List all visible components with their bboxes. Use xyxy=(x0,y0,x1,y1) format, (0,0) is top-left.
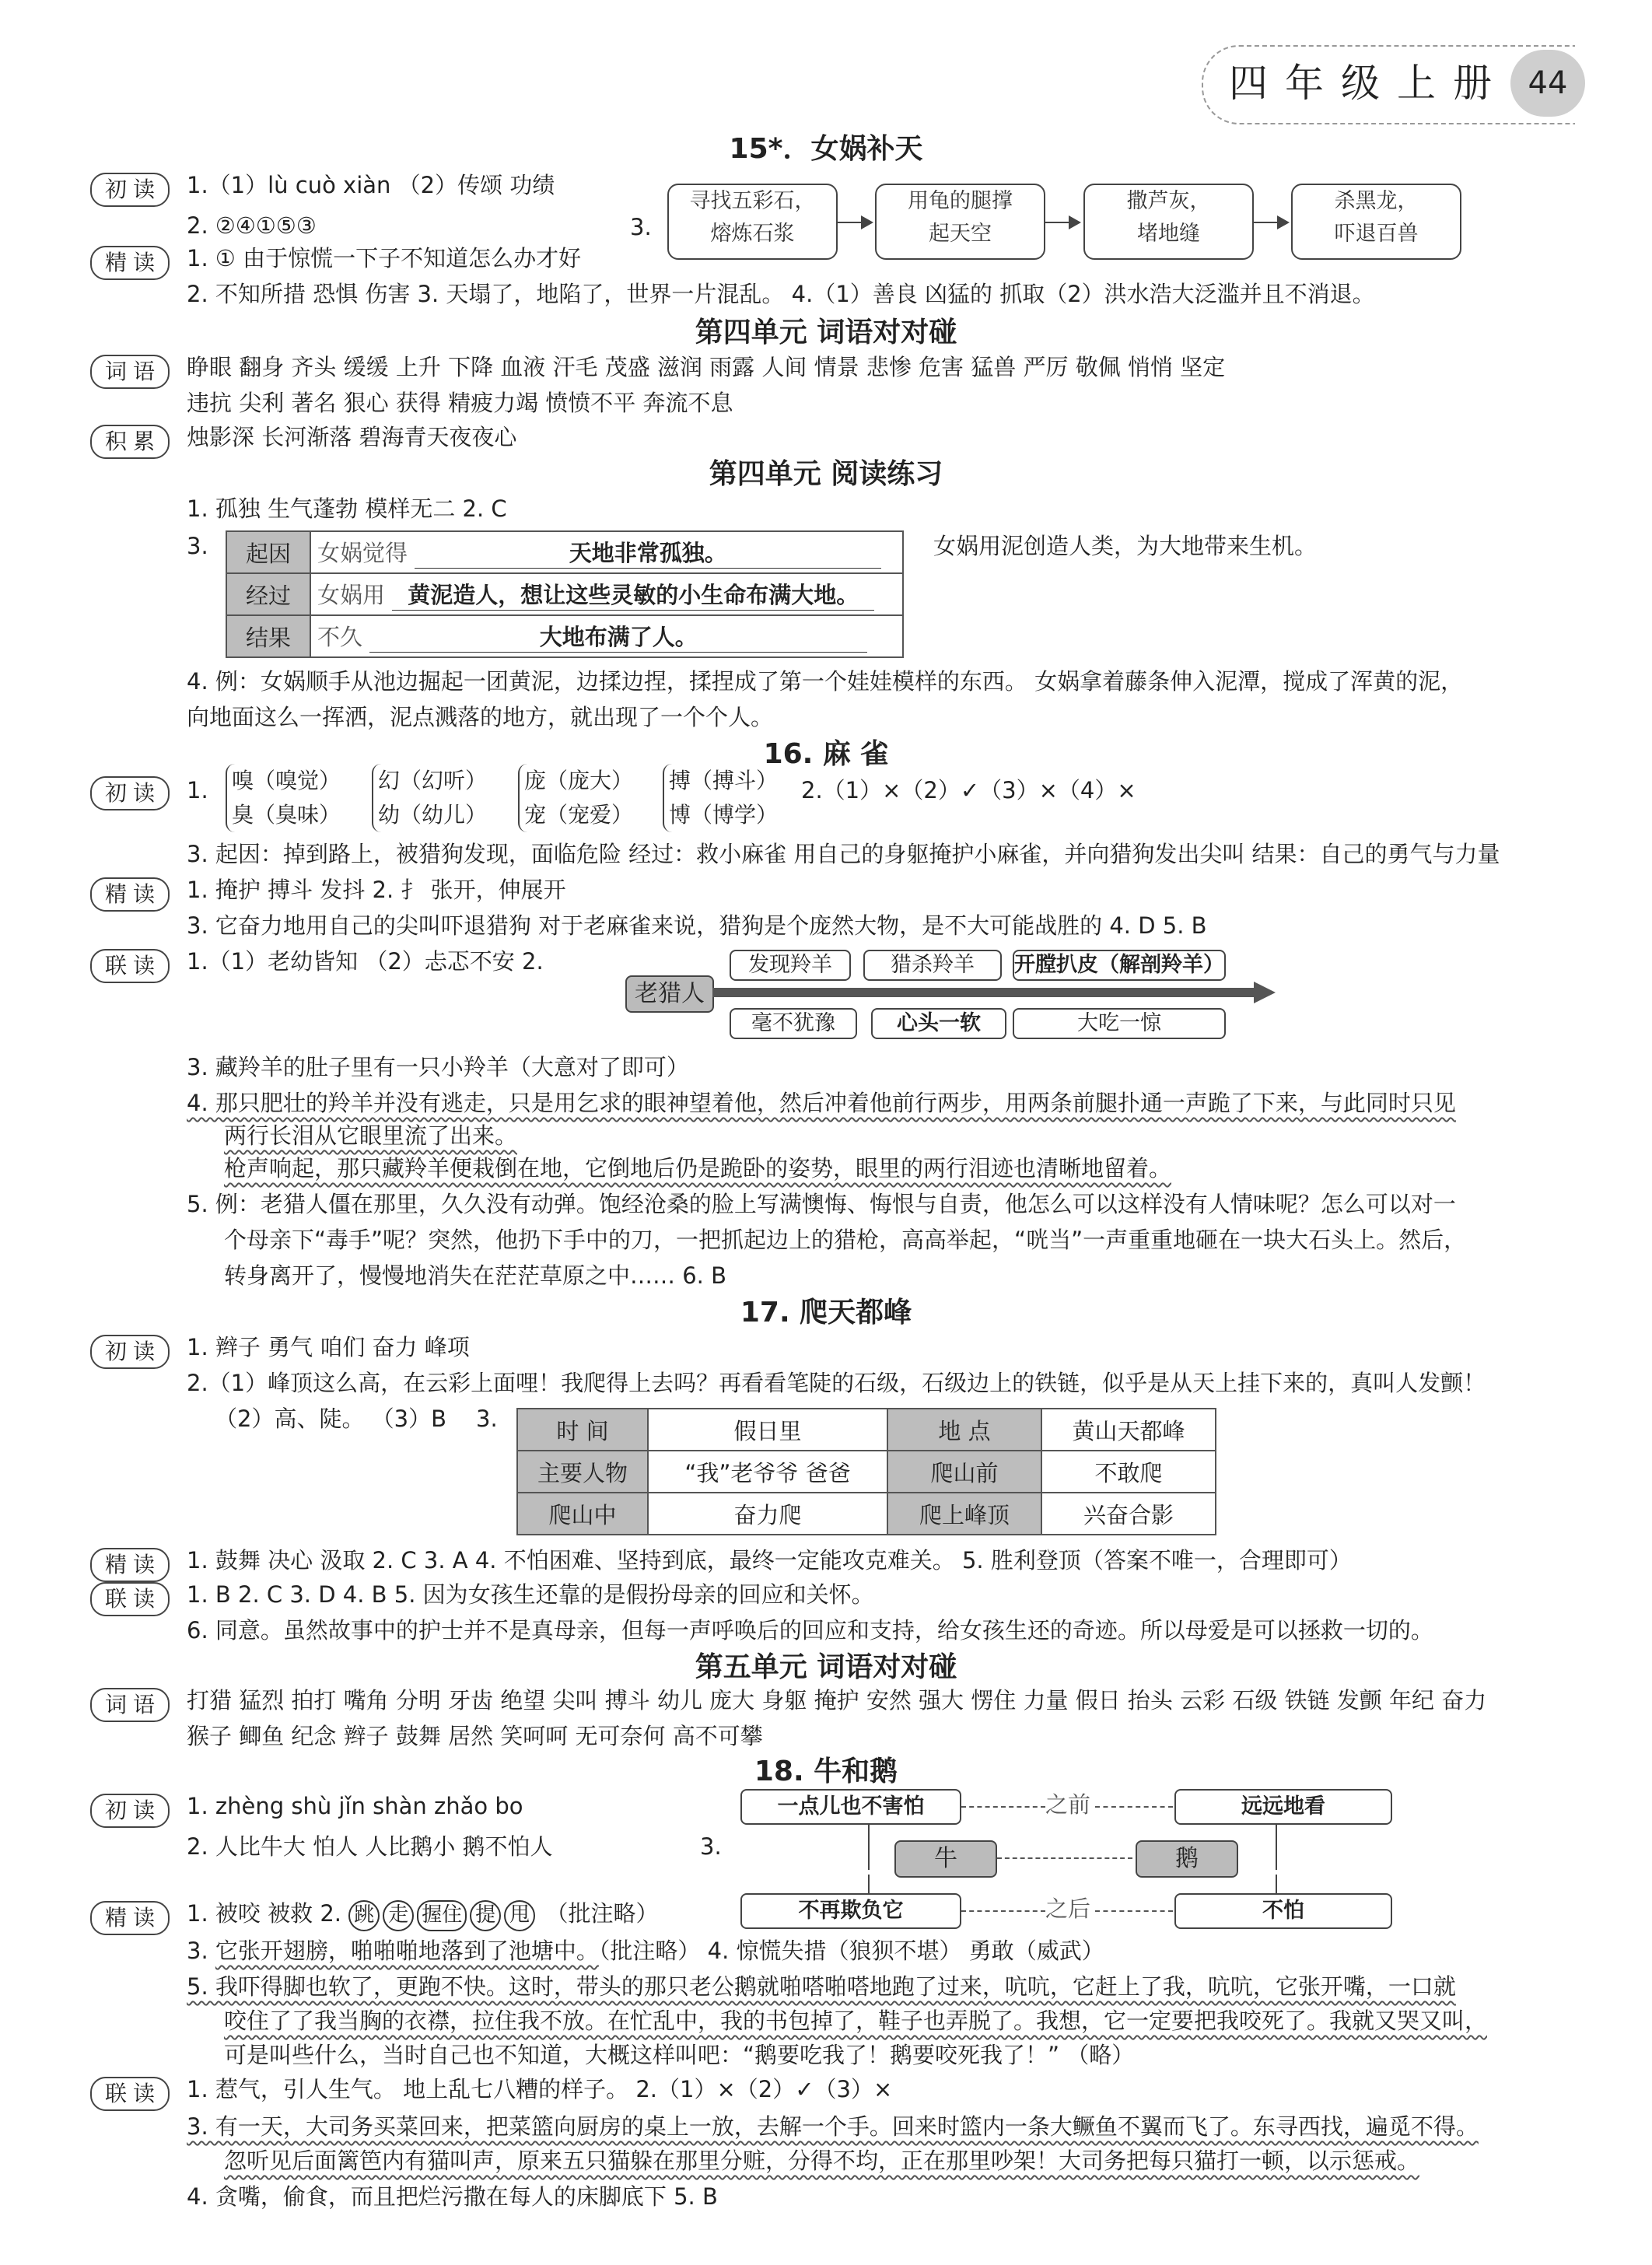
s18-liandu-3a: 3. 有一天，大司务买菜回来，把菜篮向厨房的桌上一放，去解一个手。回来时篮内一条大鳜鱼不翼而飞了。东寻西找，遍觅不得。 xyxy=(187,2113,1479,2140)
dash-line xyxy=(961,1806,1045,1808)
char-pair-1: 嗅（嗅觉） 臭（臭味） xyxy=(226,764,341,832)
goose-box: 鹅 xyxy=(1136,1840,1238,1878)
tag-liandu: 联读 xyxy=(90,1582,170,1616)
unit4-read-1: 1. 孤独 生气蓬勃 模样无二 2. C xyxy=(187,495,507,522)
dash-line xyxy=(997,1857,1132,1859)
s17-q2b: （2）高、陡。 （3）B xyxy=(215,1406,447,1432)
feeling-box-3: 大吃一惊 xyxy=(1013,1008,1226,1039)
s18-liandu-3b: 忽听见后面篱笆内有猫叫声，原来五只猫躲在那里分赃，分得不均，正在那里吵架！大司务把每只猫打一顿，以示惩戒。 xyxy=(224,2148,1420,2174)
unit4-words-2: 违抗 尖利 著名 狠心 获得 精疲力竭 愤愤不平 奔流不息 xyxy=(187,390,733,416)
tag-jilei: 积累 xyxy=(90,425,170,459)
connector xyxy=(868,1823,870,1870)
tag-liandu: 联读 xyxy=(90,2077,170,2111)
s18-liandu-1: 1. 惹气，引人生气。 地上乱七八糟的样子。 2.（1）×（2）✓（3）× xyxy=(187,2076,893,2102)
climb-table: 时 间 假日里 地 点 黄山天都峰 主要人物 “我”老爷爷 爸爸 爬山前 不敢爬 爬山中 奋力爬 爬上峰顶 兴奋合影 xyxy=(516,1408,1216,1535)
s16-jingdu-2: 3. 它奋力地用自己的尖叫吓退猎狗 对于老麻雀来说，猎狗是个庞然大物，是不大可能战胜的 4. D 5. B xyxy=(187,912,1207,939)
lesson-17-title: 17. 爬天都峰 xyxy=(740,1297,912,1329)
flow-arrow xyxy=(836,222,872,223)
before-left-box: 一点儿也不害怕 xyxy=(740,1789,961,1825)
s15-line2: 2. ②④①⑤③ xyxy=(187,212,317,239)
dash-line xyxy=(961,1910,1045,1912)
char-pair-4: 搏（搏斗） 博（博学） xyxy=(663,764,778,832)
s16-q1-label: 1. xyxy=(187,777,208,803)
circled-word: 握住 xyxy=(417,1900,467,1931)
s15-line1: 1.（1）lù cuò xiàn （2）传颂 功绩 xyxy=(187,172,555,198)
lesson-16-title: 16. 麻 雀 xyxy=(763,738,889,770)
s16-liandu-5b: 个母亲下“毒手”呢？突然，他扔下手中的刀，一把抓起边上的猎枪，高高举起，“咣当”一声重重地砸在一块大石头上。然后， xyxy=(224,1227,1467,1253)
event-box-1: 发现羚羊 xyxy=(730,950,851,981)
s18-jingdu-5a: 5. 我吓得脚也软了，更跑不快。这时，带头的那只老公鹅就啪嗒啪嗒地跑了过来，吭吭，它赶上了我，吭吭，它张开嘴，一口就 xyxy=(187,1973,1456,2000)
unit4-accumulate: 烛影深 长河渐落 碧海青天夜夜心 xyxy=(187,424,517,450)
after-left-box: 不再欺负它 xyxy=(740,1893,961,1929)
unit4-read-q3: 3. xyxy=(187,533,208,559)
before-label: 之前 xyxy=(1045,1791,1091,1818)
s16-liandu-4a: 4. 那只肥壮的羚羊并没有逃走，只是用乞求的眼神望着他，然后冲着他前行两步，用两条前腿扑通一声跪了下来，与此同时只见 xyxy=(187,1090,1456,1116)
circled-word: 跳 xyxy=(348,1900,380,1931)
event-box-3: 开膛扒皮（解剖羚羊） xyxy=(1013,950,1226,981)
after-label: 之后 xyxy=(1045,1896,1091,1922)
s16-liandu-4c: 枪声响起，那只藏羚羊便栽倒在地，它倒地后仍是跪卧的姿势，眼里的两行泪迹也清晰地留着。 xyxy=(224,1155,1172,1182)
flow-box-1: 寻找五彩石， 熔炼石浆 xyxy=(667,184,838,260)
s17-liandu-6: 6. 同意。虽然故事中的护士并不是真母亲，但每一声呼唤后的回应和支持，给女孩生还的奇迹。所以母爱是可以拯救一切的。 xyxy=(187,1617,1433,1644)
ox-box: 牛 xyxy=(894,1840,997,1878)
s16-liandu-1: 1.（1）老幼皆知 （2）忐忑不安 2. xyxy=(187,948,544,975)
s18-liandu-4: 4. 贪嘴，偷食，而且把烂污撒在每人的床脚底下 5. B xyxy=(187,2183,718,2210)
s15-jingdu-1: 1. ① 由于惊慌一下子不知道怎么办才好 xyxy=(187,245,582,271)
s16-q3: 3. 起因：掉到路上，被猎狗发现，面临危险 经过：救小麻雀 用自己的身躯掩护小麻雀，并向猎狗发出尖叫 结果：自己的勇气与力量 xyxy=(187,841,1500,867)
connector xyxy=(1276,1823,1277,1870)
tag-chudu: 初读 xyxy=(90,776,170,810)
after-right-box: 不怕 xyxy=(1174,1893,1392,1929)
flow-arrow xyxy=(1252,222,1288,223)
s18-q3-label: 3. xyxy=(700,1833,722,1860)
circled-word: 甩 xyxy=(504,1900,535,1931)
grade-title: 四年级上册 xyxy=(1229,61,1509,106)
s16-jingdu-1: 1. 掩护 搏斗 发抖 2. 扌 张开，伸展开 xyxy=(187,877,566,903)
dash-line xyxy=(1095,1910,1173,1912)
s16-liandu-5a: 5. 例：老猎人僵在那里，久久没有动弹。饱经沧桑的脸上写满懊悔、悔恨与自责，他怎么可以这样没有人情味呢？怎么可以对一 xyxy=(187,1191,1456,1217)
s17-q3-label: 3. xyxy=(476,1406,498,1432)
tag-chudu: 初读 xyxy=(90,1335,170,1369)
s15-q3-label: 3. xyxy=(630,214,652,240)
circled-word: 提 xyxy=(470,1900,501,1931)
s17-q1: 1. 辫子 勇气 咱们 奋力 峰项 xyxy=(187,1334,470,1360)
unit4-read-4a: 4. 例：女娲顺手从池边掘起一团黄泥，边揉边捏，揉捏成了第一个娃娃模样的东西。 女娲拿着藤条伸入泥潭，搅成了浑黄的泥， xyxy=(187,668,1464,695)
tag-liandu: 联读 xyxy=(90,949,170,983)
tag-jingdu: 精读 xyxy=(90,246,170,280)
tag-jingdu: 精读 xyxy=(90,877,170,912)
feeling-box-2: 心头一软 xyxy=(871,1008,1006,1039)
s16-q2: 2.（1）×（2）✓（3）×（4）× xyxy=(801,777,1136,803)
unit5-words-1: 打猎 猛烈 拍打 嘴角 分明 牙齿 绝望 尖叫 搏斗 幼儿 庞大 身躯 掩护 安然 强大 愣住 力量 假日 抬头 云彩 石级 铁链 发颤 年纪 奋力 xyxy=(187,1687,1487,1714)
feeling-box-1: 毫不犹豫 xyxy=(730,1008,857,1039)
s15-jingdu-2: 2. 不知所措 恐惧 伤害 3. 天塌了，地陷了，世界一片混乱。 4.（1）善良 凶猛的 抓取（2）洪水浩大泛滥并且不消退。 xyxy=(187,281,1375,307)
flow-arrow xyxy=(1044,222,1080,223)
s18-q1: 1. zhèng shù jǐn shàn zhǎo bo xyxy=(187,1793,523,1819)
s17-liandu-1: 1. B 2. C 3. D 4. B 5. 因为女孩生还靠的是假扮母亲的回应和关怀。 xyxy=(187,1581,874,1608)
flow-box-3: 撒芦灰， 堵地缝 xyxy=(1083,184,1254,260)
timeline-arrow xyxy=(712,988,1257,997)
s16-liandu-4b: 两行长泪从它眼里流了出来。 xyxy=(224,1122,518,1149)
tag-jingdu: 精读 xyxy=(90,1901,170,1935)
s18-jingdu-3: 3. 它张开翅膀，啪啪啪地落到了池塘中。（批注略） 4. 惊慌失措（狼狈不堪） 勇敢（威武） xyxy=(187,1938,1104,1964)
lesson-15-title: 15*．女娲补天 xyxy=(729,133,923,165)
tag-chudu: 初读 xyxy=(90,173,170,207)
hunter-box: 老猎人 xyxy=(625,975,714,1013)
unit4-read-side: 女娲用泥创造人类，为大地带来生机。 xyxy=(933,533,1318,559)
tag-jingdu: 精读 xyxy=(90,1548,170,1582)
s17-jingdu: 1. 鼓舞 决心 汲取 2. C 3. A 4. 不怕困难、坚持到底，最终一定能攻克难关。 5. 胜利登顶（答案不唯一，合理即可） xyxy=(187,1547,1352,1574)
flow-box-4: 杀黑龙， 吓退百兽 xyxy=(1291,184,1461,260)
lesson-18-title: 18. 牛和鹅 xyxy=(754,1756,898,1787)
tag-ciyu: 词语 xyxy=(90,1688,170,1722)
circled-word: 走 xyxy=(383,1900,414,1931)
unit4-words-1: 睁眼 翻身 齐头 缓缓 上升 下降 血液 汗毛 茂盛 滋润 雨露 人间 情景 悲惨 危害 猛兽 严厉 敬佩 悄悄 坚定 xyxy=(187,354,1226,380)
tag-chudu: 初读 xyxy=(90,1794,170,1828)
s16-liandu-3: 3. 藏羚羊的肚子里有一只小羚羊（大意对了即可） xyxy=(187,1054,689,1080)
page-number: 44 xyxy=(1510,50,1585,117)
unit4-reading-title: 第四单元 阅读练习 xyxy=(709,458,943,490)
s18-jingdu-5c: 可是叫些什么，当时自己也不知道，大概这样叫吧：“鹅要吃我了！鹅要咬死我了！” （略） xyxy=(224,2042,1135,2068)
unit5-words-2: 猴子 鲫鱼 纪念 辫子 鼓舞 居然 笑呵呵 无可奈何 高不可攀 xyxy=(187,1723,763,1749)
char-pair-3: 庞（庞大） 宠（宠爱） xyxy=(518,764,633,832)
s18-jingdu-1: 1. 被咬 被救 2. 跳 走 握住 提 甩 （批注略） xyxy=(187,1899,658,1931)
unit4-words-title: 第四单元 词语对对碰 xyxy=(695,317,957,348)
unit4-read-4b: 向地面这么一挥洒，泥点溅落的地方，就出现了一个个人。 xyxy=(187,704,774,730)
s17-q2: 2.（1）峰顶这么高，在云彩上面哩！我爬得上去吗？再看看笔陡的石级，石级边上的铁链，似乎是从天上挂下来的，真叫人发颤！ xyxy=(187,1370,1486,1396)
s18-jingdu-5b: 咬住了了我当胸的衣襟，拉住我不放。在忙乱中，我的书包掉了，鞋子也弄脱了。我想，它一定要把我咬死了。我就又哭又叫， xyxy=(224,2008,1488,2034)
timeline-arrow-head xyxy=(1254,982,1276,1003)
event-box-2: 猎杀羚羊 xyxy=(863,950,1002,981)
unit5-words-title: 第五单元 词语对对碰 xyxy=(695,1651,957,1683)
flow-box-2: 用龟的腿撑 起天空 xyxy=(875,184,1045,260)
reading-table: 起因 女娲觉得 天地非常孤独。 经过 女娲用 黄泥造人，想让这些灵敏的小生命布满大地。 结果 不久 大地布满了人。 xyxy=(226,530,904,658)
dash-line xyxy=(1095,1806,1173,1808)
char-pair-2: 幻（幻听） 幼（幼儿） xyxy=(372,764,487,832)
s16-liandu-5c: 转身离开了，慢慢地消失在茫茫草原之中…… 6. B xyxy=(224,1262,727,1289)
before-right-box: 远远地看 xyxy=(1174,1789,1392,1825)
tag-ciyu: 词语 xyxy=(90,355,170,389)
s18-q2: 2. 人比牛大 怕人 人比鹅小 鹅不怕人 xyxy=(187,1833,553,1860)
